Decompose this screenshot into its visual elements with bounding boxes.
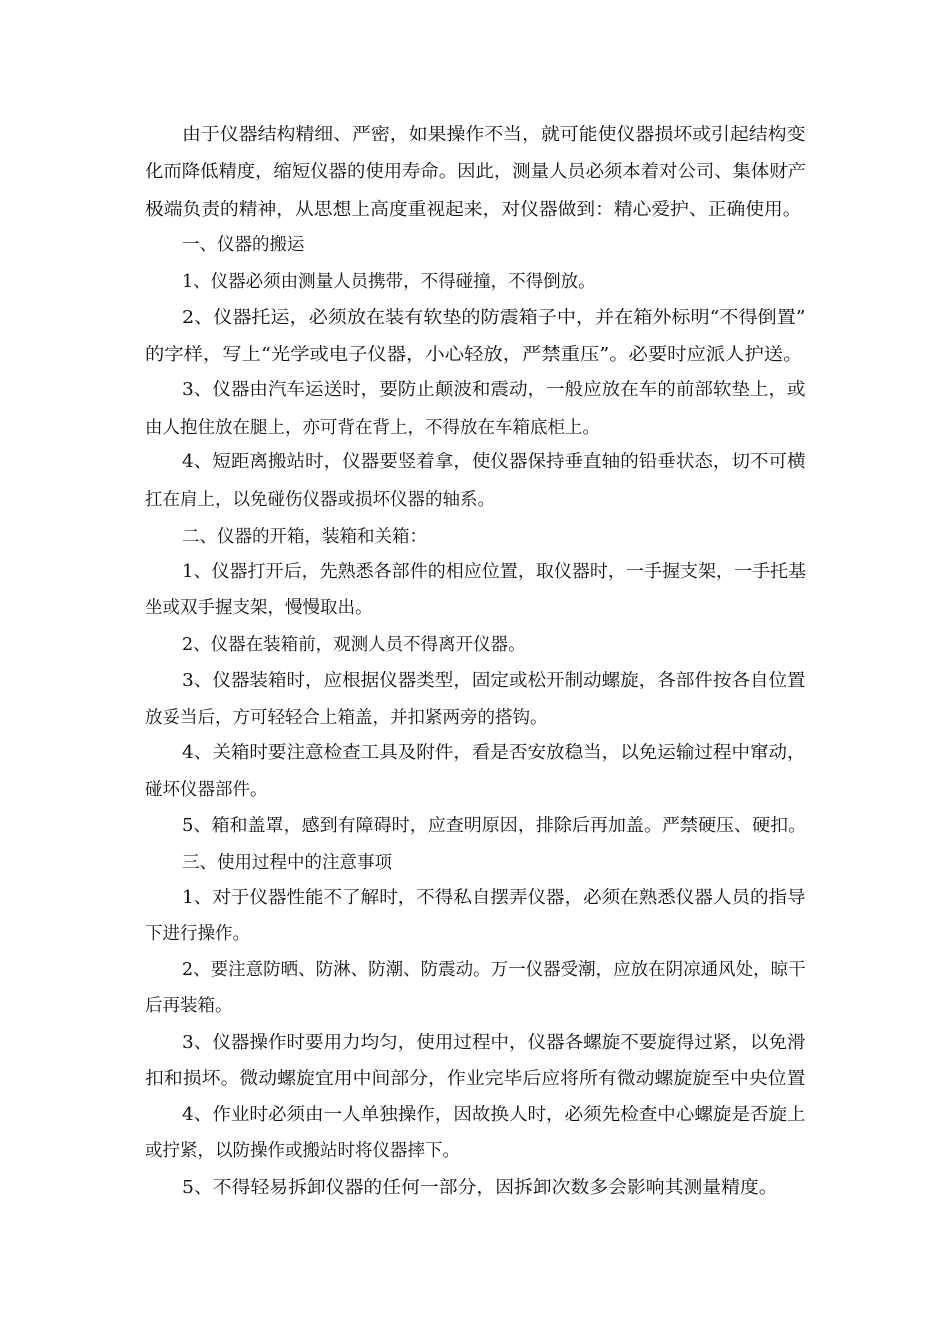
text-line: 扣和损坏。微动螺旋宜用中间部分，作业完毕后应将所有微动螺旋旋至中央位置	[145, 1069, 806, 1089]
text-line: 碰坏仪器部件。	[145, 780, 268, 800]
text-line: 由人抱住放在腿上，亦可背在背上，不得放在车箱底柜上。	[145, 418, 600, 438]
text-line: 扛在肩上，以免碰伤仪器或损坏仪器的轴系。	[145, 490, 495, 510]
text-line: 下进行操作。	[145, 924, 250, 944]
text-line: 4、作业时必须由一人单独操作，因故换人时，必须先检查中心螺旋是否旋上	[182, 1105, 806, 1125]
section-heading: 一、仪器的搬运	[182, 235, 305, 255]
section-heading: 三、使用过程中的注意事项	[182, 853, 392, 873]
text-line: 3、仪器由汽车运送时，要防止颠波和震动，一般应放在车的前部软垫上，或	[182, 380, 806, 400]
text-line: 由于仪器结构精细、严密，如果操作不当，就可能使仪器损坏或引起结构变	[182, 125, 806, 145]
text-line: 或拧紧，以防操作或搬站时将仪器摔下。	[145, 1141, 460, 1161]
text-line: 化而降低精度，缩短仪器的使用寿命。因此，测量人员必须本着对公司、集体财产	[145, 162, 806, 182]
text-line: 4、短距离搬站时，仪器要竖着拿，使仪器保持垂直轴的铅垂状态，切不可横	[182, 452, 806, 472]
text-line: 2、仪器托运，必须放在装有软垫的防震箱子中，并在箱外标明“不得倒置”	[182, 308, 806, 328]
text-line: 极端负责的精神，从思想上高度重视起来，对仪器做到：精心爱护、正确使用。	[145, 200, 802, 220]
section-heading: 二、仪器的开箱，装箱和关箱：	[182, 527, 427, 547]
text-line: 5、不得轻易拆卸仪器的任何一部分，因拆卸次数多会影响其测量精度。	[182, 1178, 778, 1198]
text-line: 3、仪器装箱时，应根据仪器类型，固定或松开制动螺旋，各部件按各自位置	[182, 671, 806, 691]
text-line: 1、仪器必须由测量人员携带，不得碰撞，不得倒放。	[182, 272, 596, 292]
text-line: 5、箱和盖罩，感到有障碍时，应查明原因，排除后再加盖。严禁硬压、硬扣。	[182, 816, 807, 836]
text-line: 4、关箱时要注意检查工具及附件，看是否安放稳当，以免运输过程中窜动，	[182, 743, 806, 763]
text-line: 3、仪器操作时要用力均匀，使用过程中，仪器各螺旋不要旋得过紧，以免滑	[182, 1033, 806, 1053]
text-line: 后再装箱。	[145, 996, 233, 1016]
text-line: 1、对于仪器性能不了解时，不得私自摆弄仪器，必须在熟悉仪器人员的指导	[182, 888, 806, 908]
text-line: 1、仪器打开后，先熟悉各部件的相应位置，取仪器时，一手握支架，一手托基	[182, 562, 807, 582]
text-line: 2、要注意防晒、防淋、防潮、防震动。万一仪器受潮，应放在阴凉通风处，晾干	[182, 960, 806, 980]
text-line: 放妥当后，方可轻轻合上箱盖，并扣紧两旁的搭钩。	[145, 708, 548, 728]
text-line: 2、仪器在装箱前，观测人员不得离开仪器。	[182, 635, 526, 655]
text-line: 坐或双手握支架，慢慢取出。	[145, 598, 373, 618]
text-line: 的字样，写上“光学或电子仪器，小心轻放，严禁重压”。必要时应派人护送。	[145, 345, 803, 365]
